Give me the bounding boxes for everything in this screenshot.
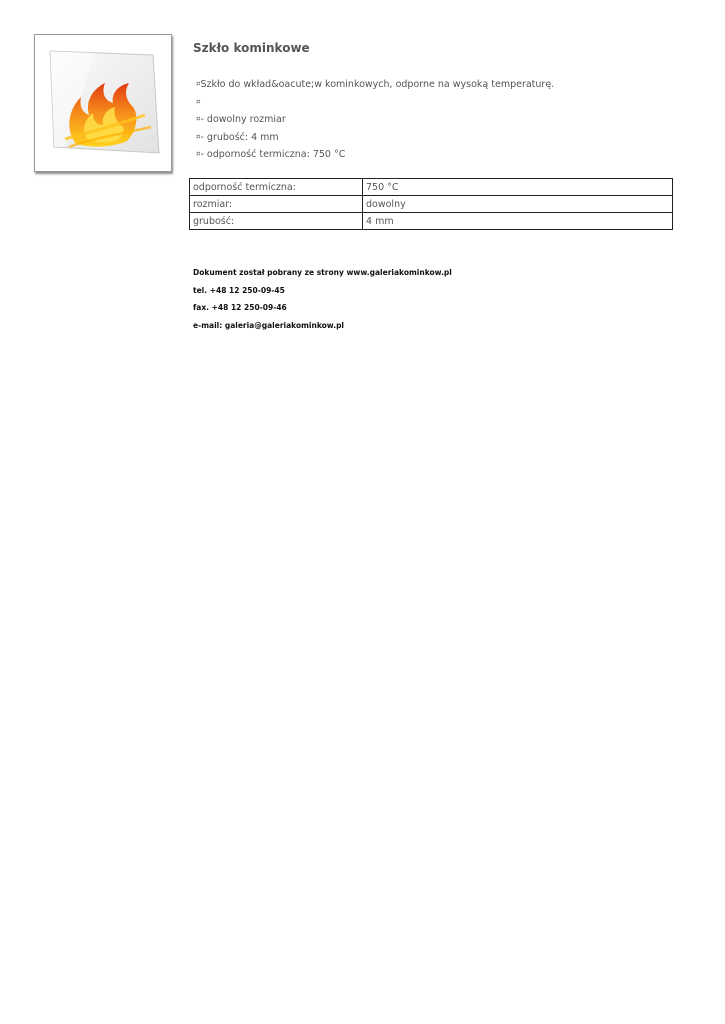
description-text: - odporność termiczna: 750 °C <box>200 149 346 160</box>
bullet-glyph: ¤ <box>196 115 201 123</box>
spec-value: 4 mm <box>363 213 673 230</box>
table-row <box>190 196 673 213</box>
description-text: - dowolny rozmiar <box>200 114 286 125</box>
source-note: Dokument został pobrany ze strony www.galeriakominkow.pl <box>193 268 452 277</box>
description <box>196 78 554 166</box>
product-photo <box>34 34 172 172</box>
bullet-glyph: ¤ <box>196 97 201 106</box>
fax-line: fax. +48 12 250-09-46 <box>193 303 287 312</box>
description-line <box>196 131 554 149</box>
description-line <box>196 96 554 114</box>
description-line <box>196 148 554 166</box>
spec-value: dowolny <box>363 196 673 213</box>
bullet-glyph: ¤ <box>196 150 201 158</box>
table-row <box>190 213 673 230</box>
email-line: e-mail: galeria@galeriakominkow.pl <box>193 320 345 330</box>
fireplace-glass-flame-icon <box>35 35 171 171</box>
bullet-glyph: ¤ <box>196 132 201 141</box>
footer-contact <box>193 268 452 338</box>
spec-key: grubość: <box>190 213 363 230</box>
description-line <box>196 113 554 131</box>
spec-key: rozmiar: <box>190 196 363 213</box>
bullet-glyph: ¤ <box>196 80 201 88</box>
phone-line: tel. +48 12 250-09-45 <box>193 285 285 295</box>
table-row <box>190 179 673 196</box>
product-title: Szkło kominkowe <box>193 41 310 55</box>
description-line <box>196 78 554 96</box>
description-text: - grubość: 4 mm <box>200 131 279 143</box>
spec-table <box>189 178 673 230</box>
spec-key: odporność termiczna: <box>190 179 363 196</box>
spec-value: 750 °C <box>363 179 673 196</box>
description-text: Szkło do wkład&oacute;w kominkowych, odporne na wysoką temperaturę. <box>200 79 555 90</box>
